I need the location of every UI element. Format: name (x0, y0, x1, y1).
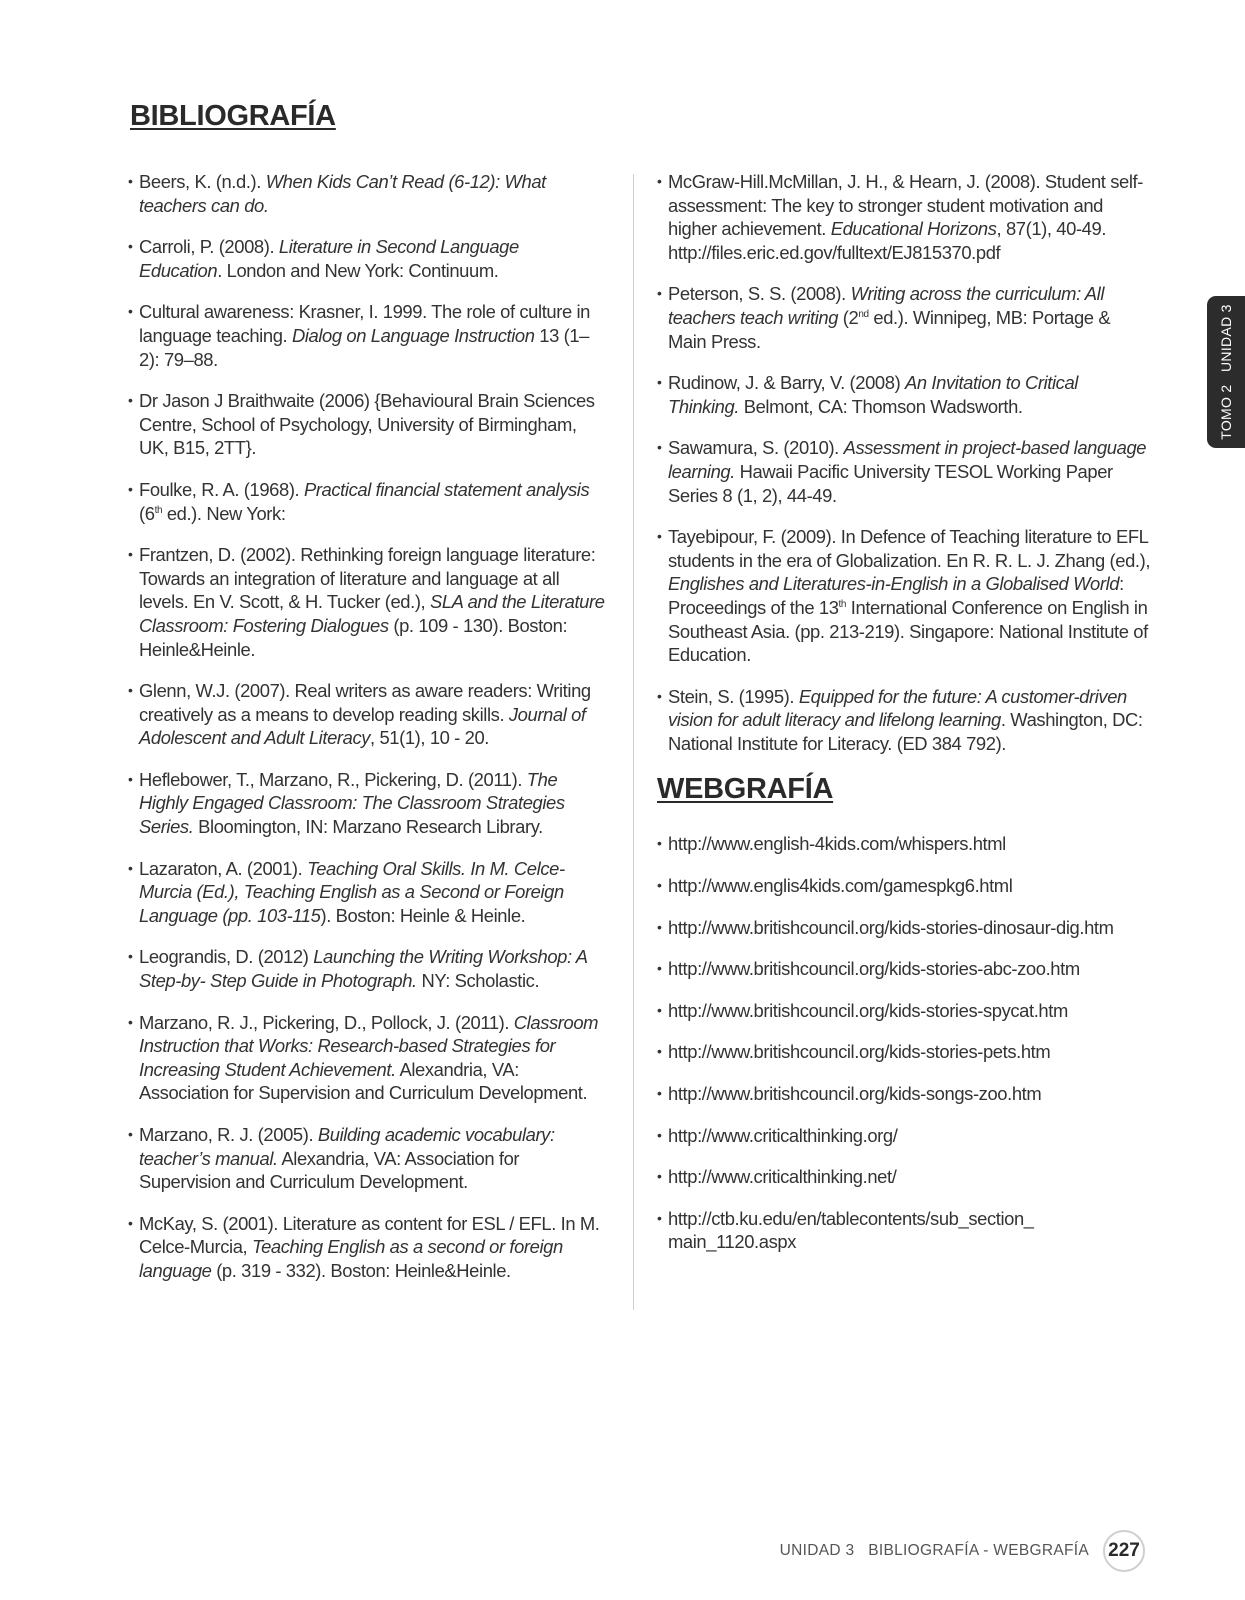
reference-title-italic: Equipped for the future: A customer-driven vision for adult literacy and lifelong learning (668, 685, 1127, 731)
reference-text: Belmont, CA: Thomson Wadsworth. (739, 395, 1023, 417)
webography-link: • http://www.english-4kids.com/whispers.html (657, 832, 1152, 856)
webography-link: • http://www.criticalthinking.org/ (657, 1124, 1152, 1148)
reference-item (128, 389, 606, 460)
reference-text: Glenn, W.J. (2007). Real writers as aware readers: Writing creatively as a means to develop reading skills. (139, 680, 591, 725)
reference-item (657, 525, 1152, 667)
reference-item (128, 170, 606, 217)
reference-text: Marzano, R. J., Pickering, D., Pollock, J. (2011). (139, 1011, 514, 1033)
reference-title-italic: Building academic vocabulary: teacher’s manual. (139, 1124, 555, 1169)
reference-text: (6 (139, 502, 155, 524)
reference-superscript: nd (858, 308, 869, 320)
reference-superscript: th (154, 504, 163, 516)
reference-title-italic: Journal of Adolescent and Adult Literacy (139, 703, 586, 749)
reference-text: Rudinow, J. & Barry, V. (2008) (668, 372, 906, 394)
reference-text: McKay, S. (2001). Literature as content for ESL / EFL. In M. Celce-Murcia, (139, 1212, 600, 1258)
reference-title-italic: Writing across the curriculum: All teachers teach writing (668, 283, 1105, 328)
reference-text: Leograndis, D. (2012) (139, 946, 314, 968)
page-number: 227 (1103, 1530, 1145, 1572)
reference-text: 13 (1–2): 79–88. (139, 324, 590, 370)
column-divider (633, 174, 634, 1310)
footer-section-label: UNIDAD 3 BIBLIOGRAFÍA - WEBGRAFÍA (779, 1542, 1089, 1559)
reference-item (128, 1011, 606, 1105)
reference-title-italic: Teaching English as a second or foreign language (139, 1236, 563, 1281)
reference-item (657, 282, 1152, 353)
webography-link: • http://www.britishcouncil.org/kids-stories-abc-zoo.htm (657, 957, 1152, 981)
reference-text: Peterson, S. S. (2008). (668, 283, 851, 305)
reference-title-italic: Teaching Oral Skills. In M. Celce-Murcia (Ed.), Teaching English as a Second or Foreign Language (pp. 103-115 (139, 857, 565, 926)
reference-title-italic: Englishes and Literatures-in-English in a Globalised World (668, 573, 1120, 595)
reference-text: Carroli, P. (2008). (139, 236, 279, 258)
webography-link-list (657, 832, 1152, 1254)
webography-link: • http://www.britishcouncil.org/kids-songs-zoo.htm (657, 1082, 1152, 1106)
webography-link: • http://www.criticalthinking.net/ (657, 1165, 1152, 1189)
reference-text: Cultural awareness: Krasner, I. 1999. The role of culture in language teaching. (139, 301, 591, 346)
reference-text: Lazaraton, A. (2001). (139, 857, 308, 879)
reference-title-italic: Assessment in project-based language learning. (668, 437, 1147, 482)
webography-link: • http://www.britishcouncil.org/kids-stories-pets.htm (657, 1040, 1152, 1064)
reference-item (657, 170, 1152, 264)
webography-link: • http://www.britishcouncil.org/kids-stories-dinosaur-dig.htm (657, 916, 1152, 940)
reference-text: , 51(1), 10 - 20. (370, 727, 489, 749)
reference-text: ed.). New York: (162, 502, 286, 524)
reference-text: McGraw-Hill.McMillan, J. H., & Hearn, J. (2008). Student self-assessment: The key to stronger student motivation and higher achievement. (668, 171, 1143, 240)
reference-item (128, 679, 606, 750)
reference-text: Frantzen, D. (2002). Rethinking foreign language literature: Towards an integration of literature and language at all levels. En V. Scott, & H. Tucker (ed.), (139, 544, 596, 613)
reference-text: . Washington, DC: National Institute for Literacy. (ED 384 792). (668, 709, 1143, 754)
reference-title-italic: SLA and the Literature Classroom: Fostering Dialogues (139, 591, 605, 636)
reference-text: International Conference on English in Southeast Asia. (pp. 213-219). Singapore: National Institute of Education. (668, 596, 1148, 666)
reference-title-italic: When Kids Can’t Read (6-12): What teachers can do. (139, 171, 546, 216)
reference-title-italic: Launching the Writing Workshop: A Step-by- Step Guide in Photograph. (139, 946, 587, 992)
reference-superscript: th (838, 598, 847, 610)
reference-item (128, 1123, 606, 1194)
reference-item (657, 436, 1152, 507)
reference-title-italic: Classroom Instruction that Works: Research-based Strategies for Increasing Student Achievement. (139, 1011, 599, 1080)
reference-title-italic: An Invitation to Critical Thinking. (668, 372, 1078, 417)
reference-text: Foulke, R. A. (1968). (139, 478, 304, 500)
reference-text: Tayebipour, F. (2009). In Defence of Teaching literature to EFL students in the era of Globalization. En R. R. L. J. Zhang (ed.), (668, 526, 1151, 571)
reference-text: ed.). Winnipeg, MB: Portage & Main Press. (668, 306, 1111, 352)
reference-item (657, 371, 1152, 418)
webography-link: • http://ctb.ku.edu/en/tablecontents/sub_section_ main_1120.aspx (657, 1207, 1152, 1254)
reference-title-italic: Literature in Second Language Education (139, 236, 519, 281)
reference-text: (2 (838, 306, 859, 328)
reference-text: Stein, S. (1995). (668, 685, 799, 707)
reference-list-left (128, 170, 606, 1283)
reference-text: Sawamura, S. (2010). (668, 437, 844, 459)
reference-text: ). Boston: Heinle & Heinle. (320, 904, 526, 926)
reference-text: Alexandria, VA: Association for Supervision and Curriculum Development. (139, 1147, 520, 1193)
reference-title-italic: The Highly Engaged Classroom: The Classroom Strategies Series. (139, 768, 565, 838)
webography-link: • http://www.englis4kids.com/gamespkg6.html (657, 874, 1152, 898)
reference-item (657, 685, 1152, 756)
reference-text: (p. 319 - 332). Boston: Heinle&Heinle. (211, 1259, 511, 1281)
reference-item (128, 768, 606, 839)
reference-text: Marzano, R. J. (2005). (139, 1124, 318, 1145)
reference-item (128, 235, 606, 282)
reference-item (128, 543, 606, 661)
reference-title-italic: Practical financial statement analysis (303, 478, 590, 500)
bibliography-right-column (657, 170, 1152, 1272)
reference-text: , 87(1), 40-49. http://files.eric.ed.gov/fulltext/EJ815370.pdf (668, 218, 1107, 263)
reference-title-italic: Educational Horizons (830, 218, 997, 240)
bibliography-title: BIBLIOGRAFÍA (130, 100, 336, 132)
reference-text: (p. 109 - 130). Boston: Heinle&Heinle. (139, 614, 568, 660)
webography-link: • http://www.britishcouncil.org/kids-stories-spycat.htm (657, 999, 1152, 1023)
reference-title-italic: Dialog on Language Instruction (291, 324, 535, 346)
reference-text: Beers, K. (n.d.). (139, 171, 266, 192)
reference-text: Bloomington, IN: Marzano Research Library. (193, 816, 543, 838)
reference-text: Alexandria, VA: Association for Supervision and Curriculum Development. (139, 1058, 588, 1104)
reference-text: Dr Jason J Braithwaite (2006) {Behavioural Brain Sciences Centre, School of Psychology, University of Birmingham, UK, B15, 2TT}. (139, 390, 595, 459)
reference-item (128, 478, 606, 525)
reference-text: Hawaii Pacific University TESOL Working Paper Series 8 (1, 2), 44-49. (668, 460, 1113, 506)
reference-text: : Proceedings of the 13 (668, 573, 1124, 618)
side-tab (1207, 296, 1245, 448)
reference-text: . London and New York: Continuum. (217, 259, 499, 281)
page-footer (780, 1530, 1145, 1572)
bibliography-left-column (128, 170, 606, 1301)
reference-item (128, 1212, 606, 1283)
reference-text: NY: Scholastic. (416, 970, 540, 992)
webography-title: WEBGRAFÍA (657, 773, 834, 806)
reference-list-right (657, 170, 1152, 755)
reference-item (128, 945, 606, 992)
reference-item (128, 857, 606, 928)
reference-text: Heflebower, T., Marzano, R., Pickering, D. (2011). (139, 768, 527, 790)
reference-item (128, 300, 606, 371)
side-tab-label: TOMO 2 UNIDAD 3 (1218, 304, 1234, 440)
